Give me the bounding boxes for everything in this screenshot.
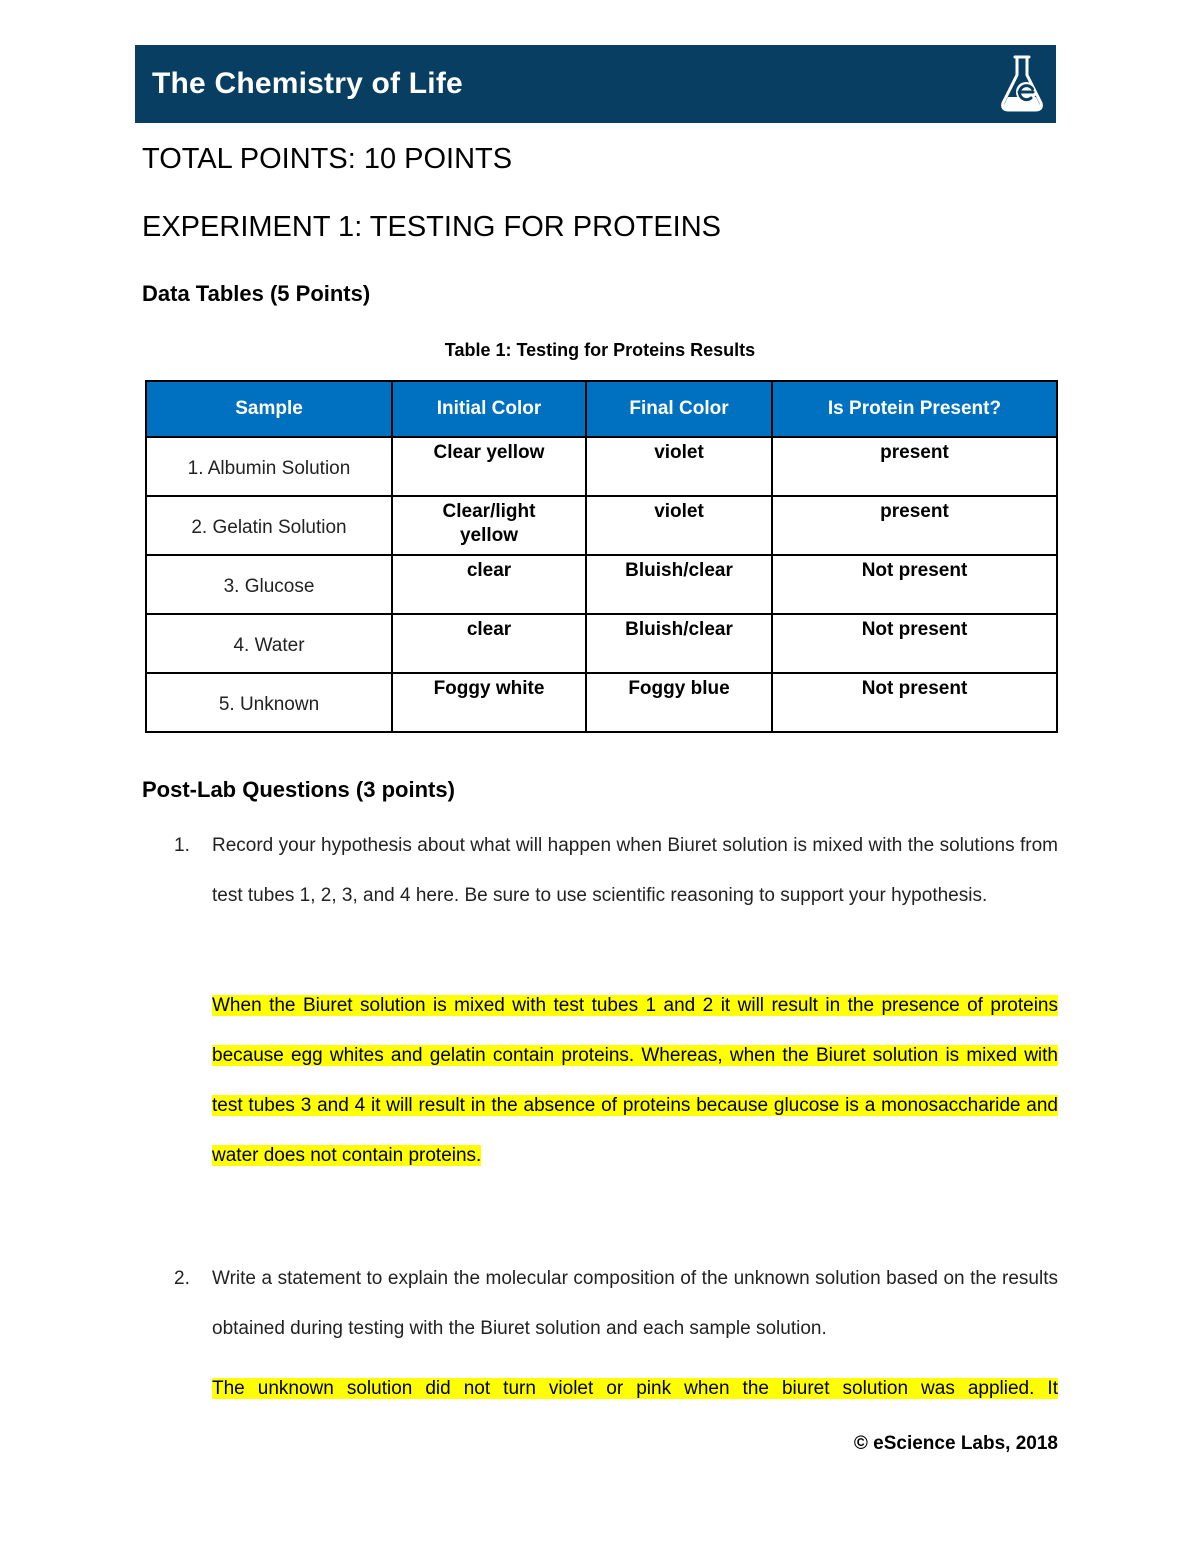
data-tables-heading: Data Tables (5 Points) xyxy=(142,281,371,306)
results-table xyxy=(145,380,1058,733)
table-row xyxy=(146,673,1057,732)
sample-cell: 4. Water xyxy=(146,614,392,673)
column-header-initial-color: Initial Color xyxy=(392,381,586,437)
final-color-cell: violet xyxy=(586,437,772,496)
initial-color-cell: Clear yellow xyxy=(392,437,586,496)
question-number: 1. xyxy=(174,835,190,856)
sample-cell: 3. Glucose xyxy=(146,555,392,614)
question-text: Record your hypothesis about what will happen when Biuret solution is mixed with the solutions from test tubes 1, 2, 3, and 4 here. Be sure to use scientific reasoning to support your hypothesis. xyxy=(212,835,1058,906)
initial-color-cell: Foggy white xyxy=(392,673,586,732)
footer-copyright: © eScience Labs, 2018 xyxy=(853,1433,1058,1454)
final-color-cell: violet xyxy=(586,496,772,555)
question-1 xyxy=(174,821,1058,921)
question-2 xyxy=(174,1254,1058,1354)
sample-cell: 5. Unknown xyxy=(146,673,392,732)
sample-cell: 2. Gelatin Solution xyxy=(146,496,392,555)
experiment-title: EXPERIMENT 1: TESTING FOR PROTEINS xyxy=(142,211,722,243)
column-header-final-color: Final Color xyxy=(586,381,772,437)
flask-e-logo-icon xyxy=(998,53,1046,115)
initial-color-cell: clear xyxy=(392,614,586,673)
table-row xyxy=(146,555,1057,614)
answer-2 xyxy=(212,1364,1058,1414)
column-header-sample: Sample xyxy=(146,381,392,437)
final-color-cell: Bluish/clear xyxy=(586,614,772,673)
initial-color-cell: Clear/light yellow xyxy=(392,496,586,555)
answer-text: When the Biuret solution is mixed with test tubes 1 and 2 it will result in the presence of proteins because egg whites and gelatin contain proteins. Whereas, when the Biuret solution is mixed with test tubes 3 and 4 it will result in the absence of proteins because glucose is a monosaccharide and water does not contain proteins. xyxy=(212,995,1058,1166)
total-points: TOTAL POINTS: 10 POINTS xyxy=(142,143,513,175)
post-lab-heading: Post-Lab Questions (3 points) xyxy=(142,777,455,802)
column-header-protein-present: Is Protein Present? xyxy=(772,381,1057,437)
table-row xyxy=(146,614,1057,673)
answer-text: The unknown solution did not turn violet or pink when the biuret solution was applied. It xyxy=(212,1378,1058,1399)
question-text: Write a statement to explain the molecular composition of the unknown solution based on the results obtained during testing with the Biuret solution and each sample solution. xyxy=(212,1268,1058,1339)
page-title: The Chemistry of Life xyxy=(152,67,463,100)
table-header-row xyxy=(146,381,1057,437)
table-row xyxy=(146,437,1057,496)
protein-present-cell: Not present xyxy=(772,614,1057,673)
header-banner xyxy=(135,45,1056,123)
table-caption: Table 1: Testing for Proteins Results xyxy=(444,340,756,360)
protein-present-cell: Not present xyxy=(772,673,1057,732)
protein-present-cell: present xyxy=(772,496,1057,555)
question-number: 2. xyxy=(174,1268,190,1289)
answer-1 xyxy=(212,981,1058,1181)
final-color-cell: Bluish/clear xyxy=(586,555,772,614)
sample-cell: 1. Albumin Solution xyxy=(146,437,392,496)
final-color-cell: Foggy blue xyxy=(586,673,772,732)
protein-present-cell: present xyxy=(772,437,1057,496)
table-row xyxy=(146,496,1057,555)
protein-present-cell: Not present xyxy=(772,555,1057,614)
initial-color-cell: clear xyxy=(392,555,586,614)
